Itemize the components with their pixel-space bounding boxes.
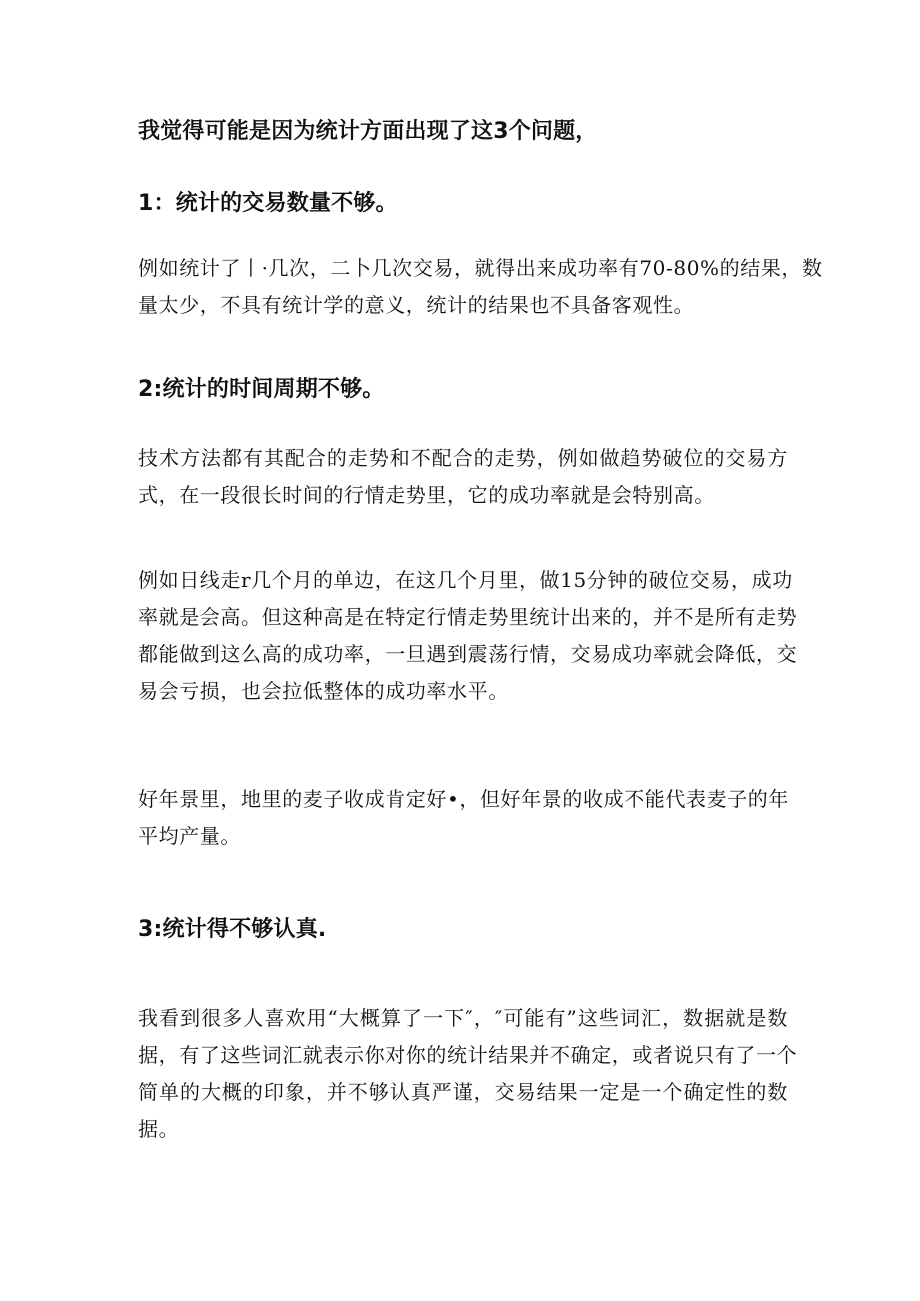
paragraph-line: 好年景里，地里的麦子收成肯定好•，但好年景的收成不能代表麦子的年	[138, 787, 789, 811]
paragraph-line: 率就是会高。但这种高是在特定行情走势里统计出来的，并不是所有走势	[138, 605, 798, 629]
paragraph-line: 量太少，不具有统计学的意义，统计的结果也不具备客观性。	[138, 293, 695, 317]
paragraph-line: 都能做到这么高的成功率，一旦遇到震荡行情，交易成功率就会降低，交	[138, 642, 798, 666]
section1-heading: 1：统计的交易数量不够。	[138, 191, 398, 216]
section2-paragraph-3	[138, 781, 788, 855]
paragraph-line: 式，在一段很长时间的行情走势里，它的成功率就是会特别高。	[138, 483, 715, 507]
section1-paragraph	[138, 250, 823, 324]
paragraph-line: 例如日线走r几个月的单边，在这几个月里，做15分钟的破位交易，成功	[138, 568, 793, 592]
paragraph-line: 我看到很多人喜欢用“大概算了一下″，″可能有”这些词汇，数据就是数	[138, 1006, 788, 1030]
paragraph-line: 平均产量。	[138, 824, 241, 848]
paragraph-line: 例如统计了丨·几次，二卜几次交易，就得出来成功率有70-80%的结果，数	[138, 256, 823, 280]
section2-heading: 2:统计的时间周期不够。	[138, 377, 385, 402]
paragraph-line: 易会亏损，也会拉低整体的成功率水平。	[138, 679, 509, 703]
intro-heading: 我觉得可能是因为统计方面出现了这3个问题，	[138, 119, 598, 144]
section3-paragraph	[138, 1000, 798, 1148]
section3-heading: 3:统计得不够认真.	[138, 917, 327, 942]
paragraph-line: 据。	[138, 1117, 180, 1141]
paragraph-line: 技术方法都有其配合的走势和不配合的走势，例如做趋势破位的交易方	[138, 446, 788, 470]
section2-paragraph-2	[138, 562, 798, 710]
paragraph-line: 简单的大概的印象，并不够认真严谨，交易结果一定是一个确定性的数	[138, 1080, 788, 1104]
paragraph-line: 据，有了这些词汇就表示你对你的统计结果并不确定，或者说只有了一个	[138, 1043, 798, 1067]
section2-paragraph-1	[138, 440, 788, 514]
